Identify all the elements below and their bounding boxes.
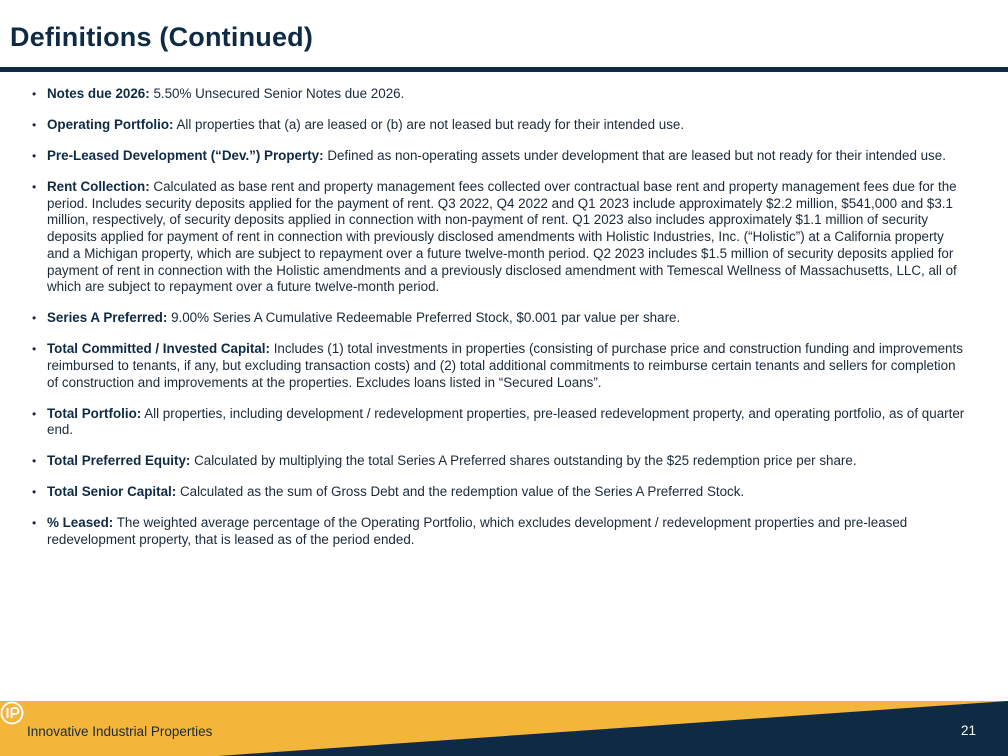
definition-term: Rent Collection: xyxy=(47,179,150,194)
definition-text: All properties, including development / redevelopment properties, pre-leased redevelopment property, and operating portfolio, as of quarter end. xyxy=(47,405,965,438)
bullet-icon: • xyxy=(32,485,37,500)
bullet-icon: • xyxy=(32,342,37,357)
bullet-icon: • xyxy=(32,406,37,421)
definition-text: Calculated by multiplying the total Series A Preferred shares outstanding by the $25 redemption price per share. xyxy=(194,453,857,469)
definition-text: 5.50% Unsecured Senior Notes due 2026. xyxy=(153,86,405,101)
definition-term: Total Senior Capital: xyxy=(47,484,177,500)
definition-text: Calculated as base rent and property management fees collected over contractual base rent and property management fees due for the period. Includes security deposits applied for the payment of rent. Q3 2022, Q4 2022 and Q1 2023 include approximately $2.2 million, $541,000 and $3.1 million, respectively, of security deposits applied in connection with non-payment of rent. Q1 2023 also includes approximately $1.1 million of security deposits applied for payment of rent in connection with previously disclosed amendments with Holistic Industries, Inc. (“Holistic”) at a California property and a Michigan property, which are subject to repayment over a future twelve-month period. Q2 2023 includes $1.5 million of security deposits applied for payment of rent in connection with the Holistic amendments and a previously disclosed amendment with Temescal Wellness of Massachusetts, LLC, all of which are subject to repayment over a future twelve-month period. xyxy=(47,179,957,295)
page-title: Definitions (Continued) xyxy=(10,22,314,52)
page-number: 21 xyxy=(960,723,976,738)
definition-text: Includes (1) total investments in properties (consisting of purchase price and construction funding and improvements reimbursed to tenants, if any, but excluding transaction costs) and (2) total additional commitments to reimburse certain tenants and sellers for completion of construction and improvements at the properties. Excludes loans listed in “Secured Loans”. xyxy=(47,341,963,390)
bullet-icon: • xyxy=(32,149,37,163)
definition-item xyxy=(30,148,965,165)
definition-item xyxy=(30,453,965,470)
definition-term: Total Committed / Invested Capital: xyxy=(47,341,270,357)
definition-term: Total Portfolio: xyxy=(47,405,142,421)
definition-item xyxy=(30,341,965,391)
definition-text: Calculated as the sum of Gross Debt and the redemption value of the Series A Preferred Stock. xyxy=(179,484,745,500)
footer-bar xyxy=(0,701,1008,756)
iip-logo-icon xyxy=(0,701,24,725)
definition-text: Defined as non-operating assets under development that are leased but not ready for their intended use. xyxy=(327,148,946,163)
definition-item xyxy=(30,515,965,548)
bullet-icon: • xyxy=(32,118,37,132)
definition-item xyxy=(30,484,965,501)
definition-text: The weighted average percentage of the Operating Portfolio, which excludes development / redevelopment properties and pre-leased redevelopment property, that is leased as of the period ended. xyxy=(47,515,908,548)
definition-term: Operating Portfolio: xyxy=(47,117,174,132)
footer-company-name: Innovative Industrial Properties xyxy=(27,724,213,739)
definition-term: Pre-Leased Development (“Dev.”) Property: xyxy=(47,148,324,163)
definition-item xyxy=(30,117,965,134)
definition-term: Total Preferred Equity: xyxy=(47,453,191,469)
bullet-icon: • xyxy=(32,454,37,469)
definition-text: All properties that (a) are leased or (b) are not leased but ready for their intended use. xyxy=(176,117,685,132)
definitions-list xyxy=(30,86,965,563)
definition-item xyxy=(30,406,965,439)
definition-item xyxy=(30,310,965,327)
title-divider xyxy=(0,67,1008,72)
definition-term: Notes due 2026: xyxy=(47,86,150,101)
definition-item xyxy=(30,179,965,296)
definition-term: % Leased: xyxy=(47,515,114,531)
bullet-icon: • xyxy=(32,311,37,326)
bullet-icon: • xyxy=(32,87,37,101)
definition-item xyxy=(30,86,965,103)
bullet-icon: • xyxy=(32,516,37,531)
definition-text: 9.00% Series A Cumulative Redeemable Preferred Stock, $0.001 par value per share. xyxy=(171,310,681,326)
definition-term: Series A Preferred: xyxy=(47,310,168,326)
bullet-icon: • xyxy=(32,180,37,194)
